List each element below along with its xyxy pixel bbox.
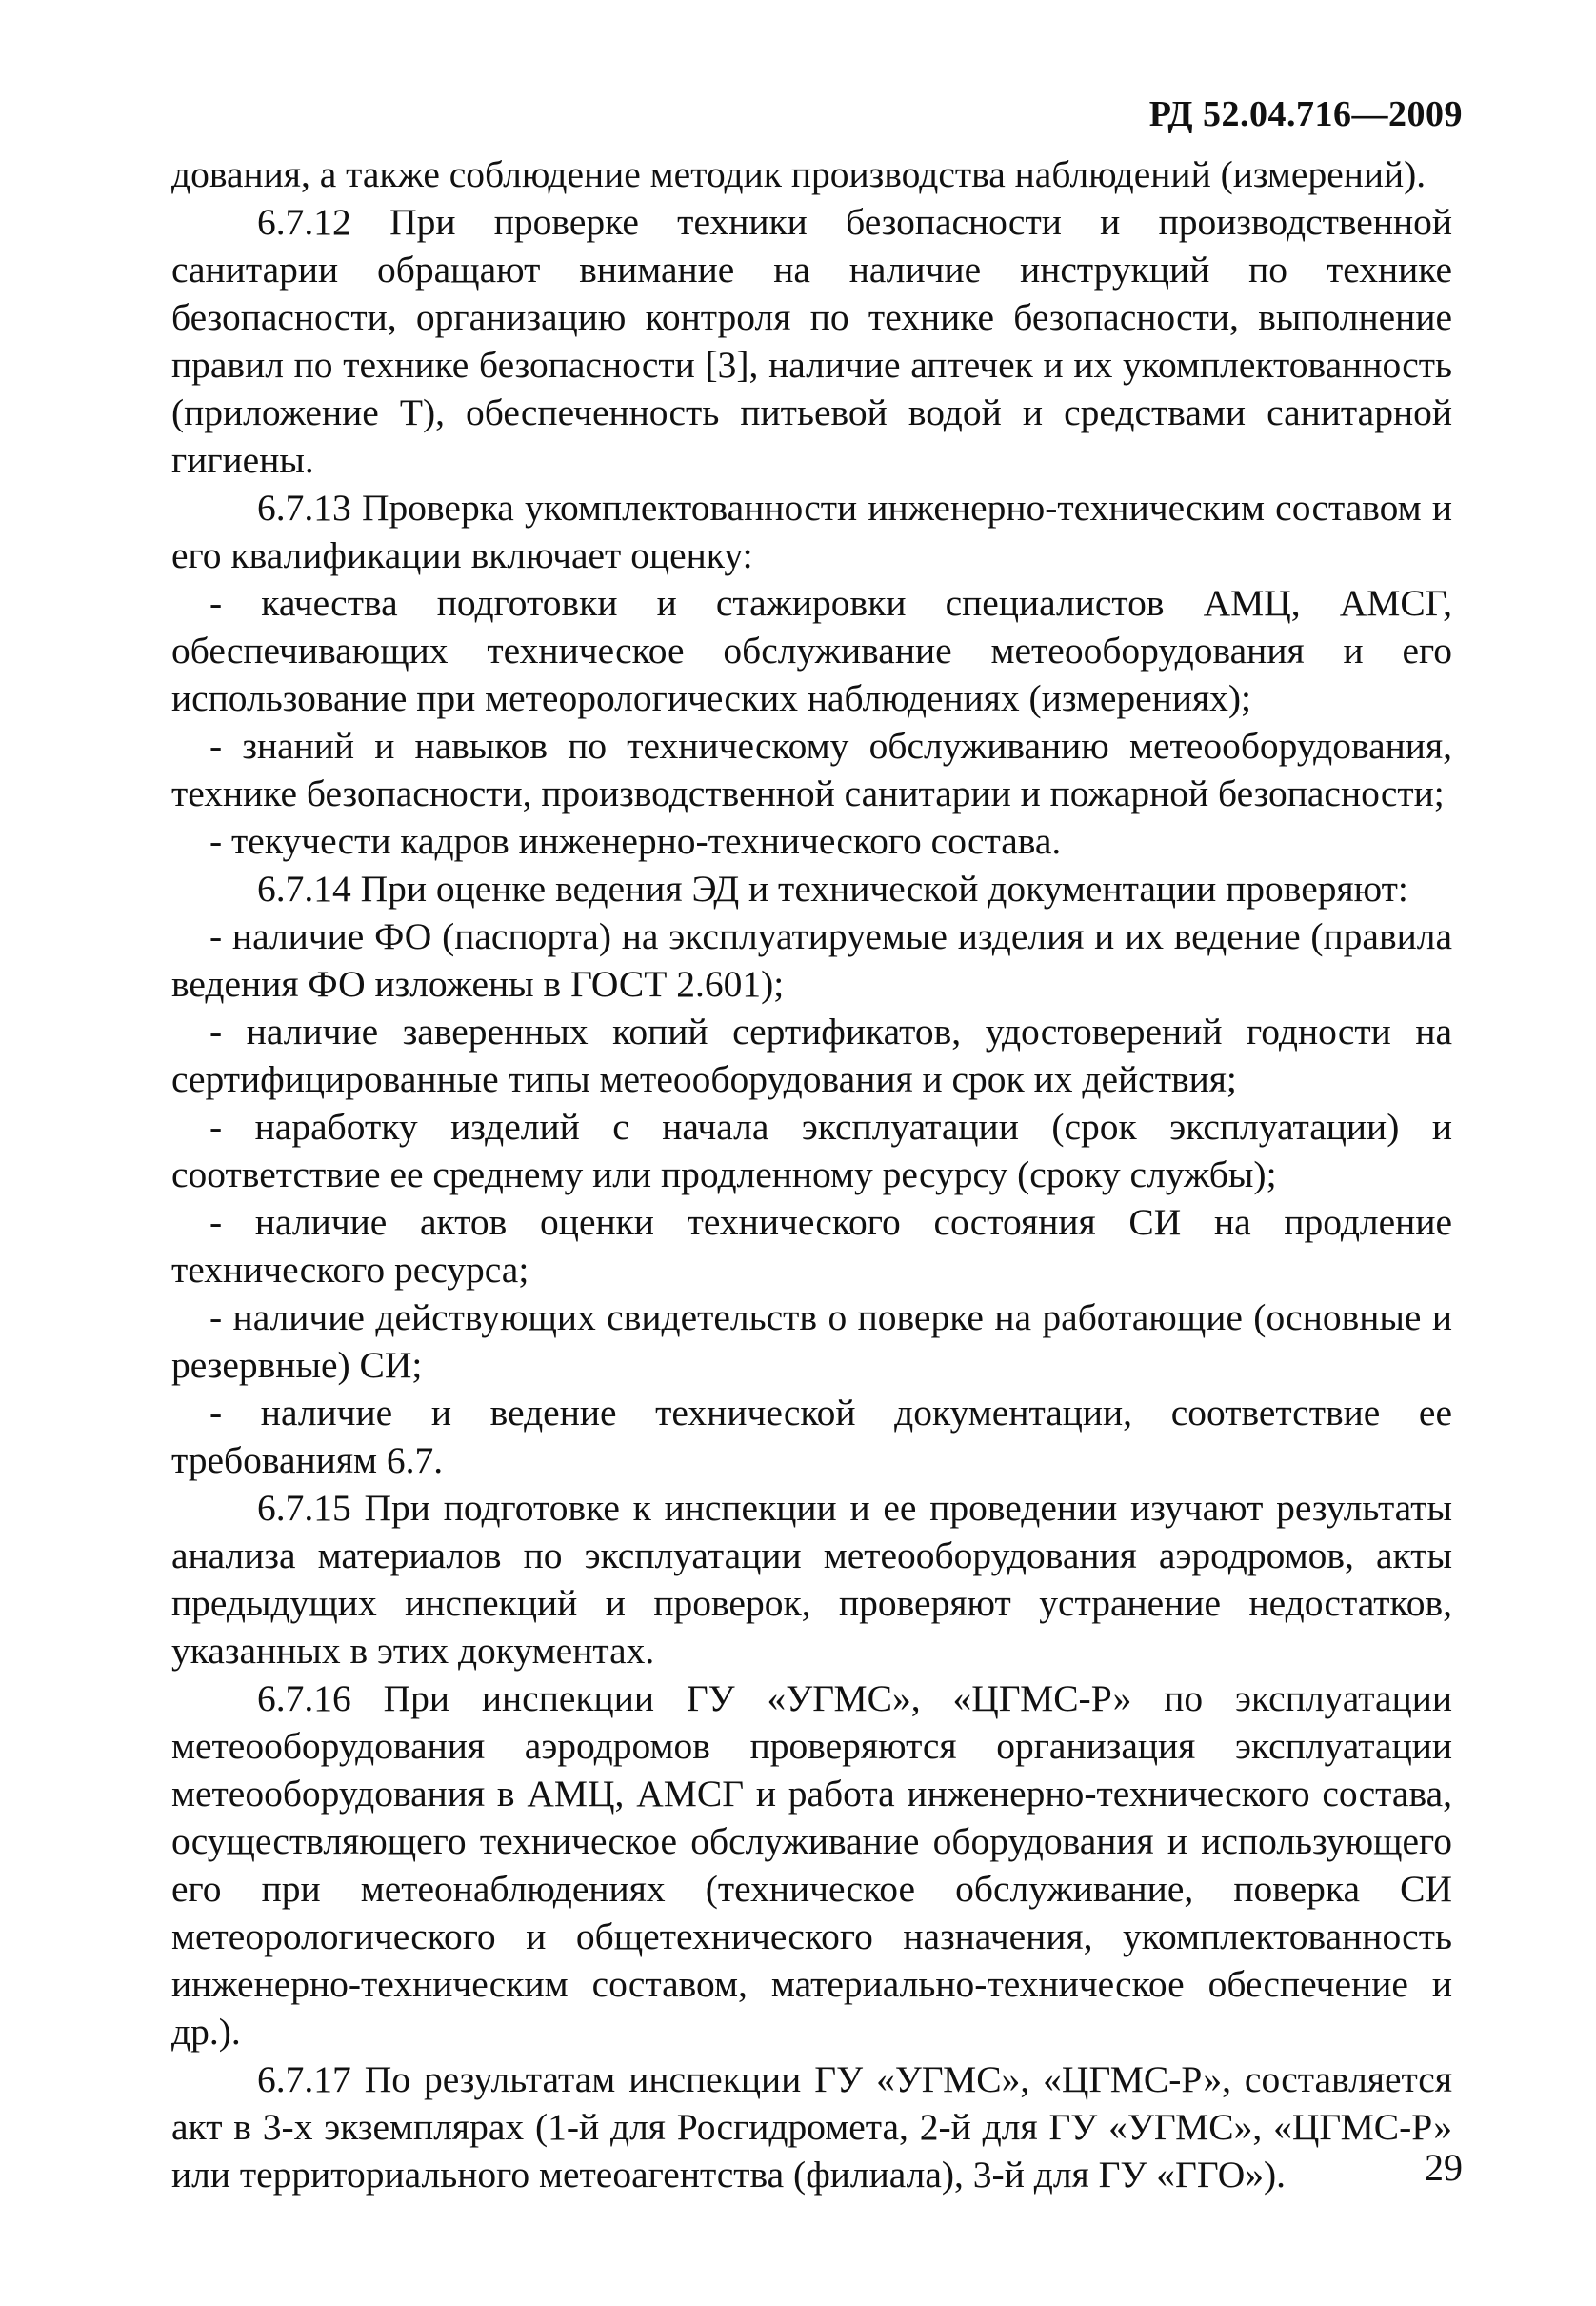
paragraph-6-7-14: 6.7.14 При оценке ведения ЭД и технической документации проверяют: [257,868,1408,910]
list-item: - качества подготовки и стажировки специалистов АМЦ, АМСГ, обеспечивающих техническое обслуживание метеооборудования и его использование при метеорологических наблюдениях (измерениях); [171,582,1452,719]
paragraph-6-7-16: 6.7.16 При инспекции ГУ «УГМС», «ЦГМС-Р» по эксплуатации метеооборудования аэродромов проверяются организация эксплуатации метеооборудования в АМЦ, АМСГ и работа инженерно-технического состава, осуществляющего техническое обслуживание оборудования и использующего его при метеонаблюдениях (техническое обслуживание, поверка СИ метеорологического и общетехнического назначения, укомплектованность инженерно-техническим составом, материально-техническое обеспечение и др.). [171,1677,1452,2053]
list-item: - наработку изделий с начала эксплуатации (срок эксплуатации) и соответствие ее среднему или продленному ресурсу (сроку службы); [171,1106,1452,1195]
paragraph-6-7-17: 6.7.17 По результатам инспекции ГУ «УГМС», «ЦГМС-Р», составляется акт в 3-х экземплярах (1-й для Росгидромета, 2-й для ГУ «УГМС», «ЦГМС-Р» или территориального метеоагентства (филиала), 3-й для ГУ «ГГО»). [171,2058,1452,2196]
page-number: 29 [1425,2146,1463,2189]
list-item: - наличие актов оценки технического состояния СИ на продление технического ресурса; [171,1201,1452,1291]
list-item: - наличие заверенных копий сертификатов, удостоверений годности на сертифицированные типы метеооборудования и срок их действия; [171,1011,1452,1100]
paragraph-6-7-15: 6.7.15 При подготовке к инспекции и ее проведении изучают результаты анализа материалов по эксплуатации метеооборудования аэродромов, акты предыдущих инспекций и проверок, проверяют устранение недостатков, указанных в этих документах. [171,1487,1452,1672]
paragraph-6-7-12: 6.7.12 При проверке техники безопасности и производственной санитарии обращают внимание на наличие инструкций по технике безопасности, организацию контроля по технике безопасности, выполнение правил по технике безопасности [3], наличие аптечек и их укомплектованность (приложение Т), обеспеченность питьевой водой и средствами санитарной гигиены. [171,201,1452,481]
list-item: - текучести кадров инженерно-технического состава. [209,820,1062,862]
list-item: - наличие действующих свидетельств о поверке на работающие (основные и резервные) СИ; [171,1296,1452,1386]
paragraph-continuation: дования, а также соблюдение методик производства наблюдений (измерений). [171,153,1426,195]
paragraph-6-7-13: 6.7.13 Проверка укомплектованности инженерно-техническим составом и его квалификации включает оценку: [171,487,1452,576]
document-code-header: РД 52.04.716—2009 [1148,94,1463,134]
document-body [171,150,1452,2198]
list-item: - знаний и навыков по техническому обслуживанию метеооборудования, технике безопасности, производственной санитарии и пожарной безопасности; [171,725,1452,814]
list-item: - наличие ФО (паспорта) на эксплуатируемые изделия и их ведение (правила ведения ФО изложены в ГОСТ 2.601); [171,915,1452,1005]
list-item: - наличие и ведение технической документации, соответствие ее требованиям 6.7. [171,1392,1452,1481]
